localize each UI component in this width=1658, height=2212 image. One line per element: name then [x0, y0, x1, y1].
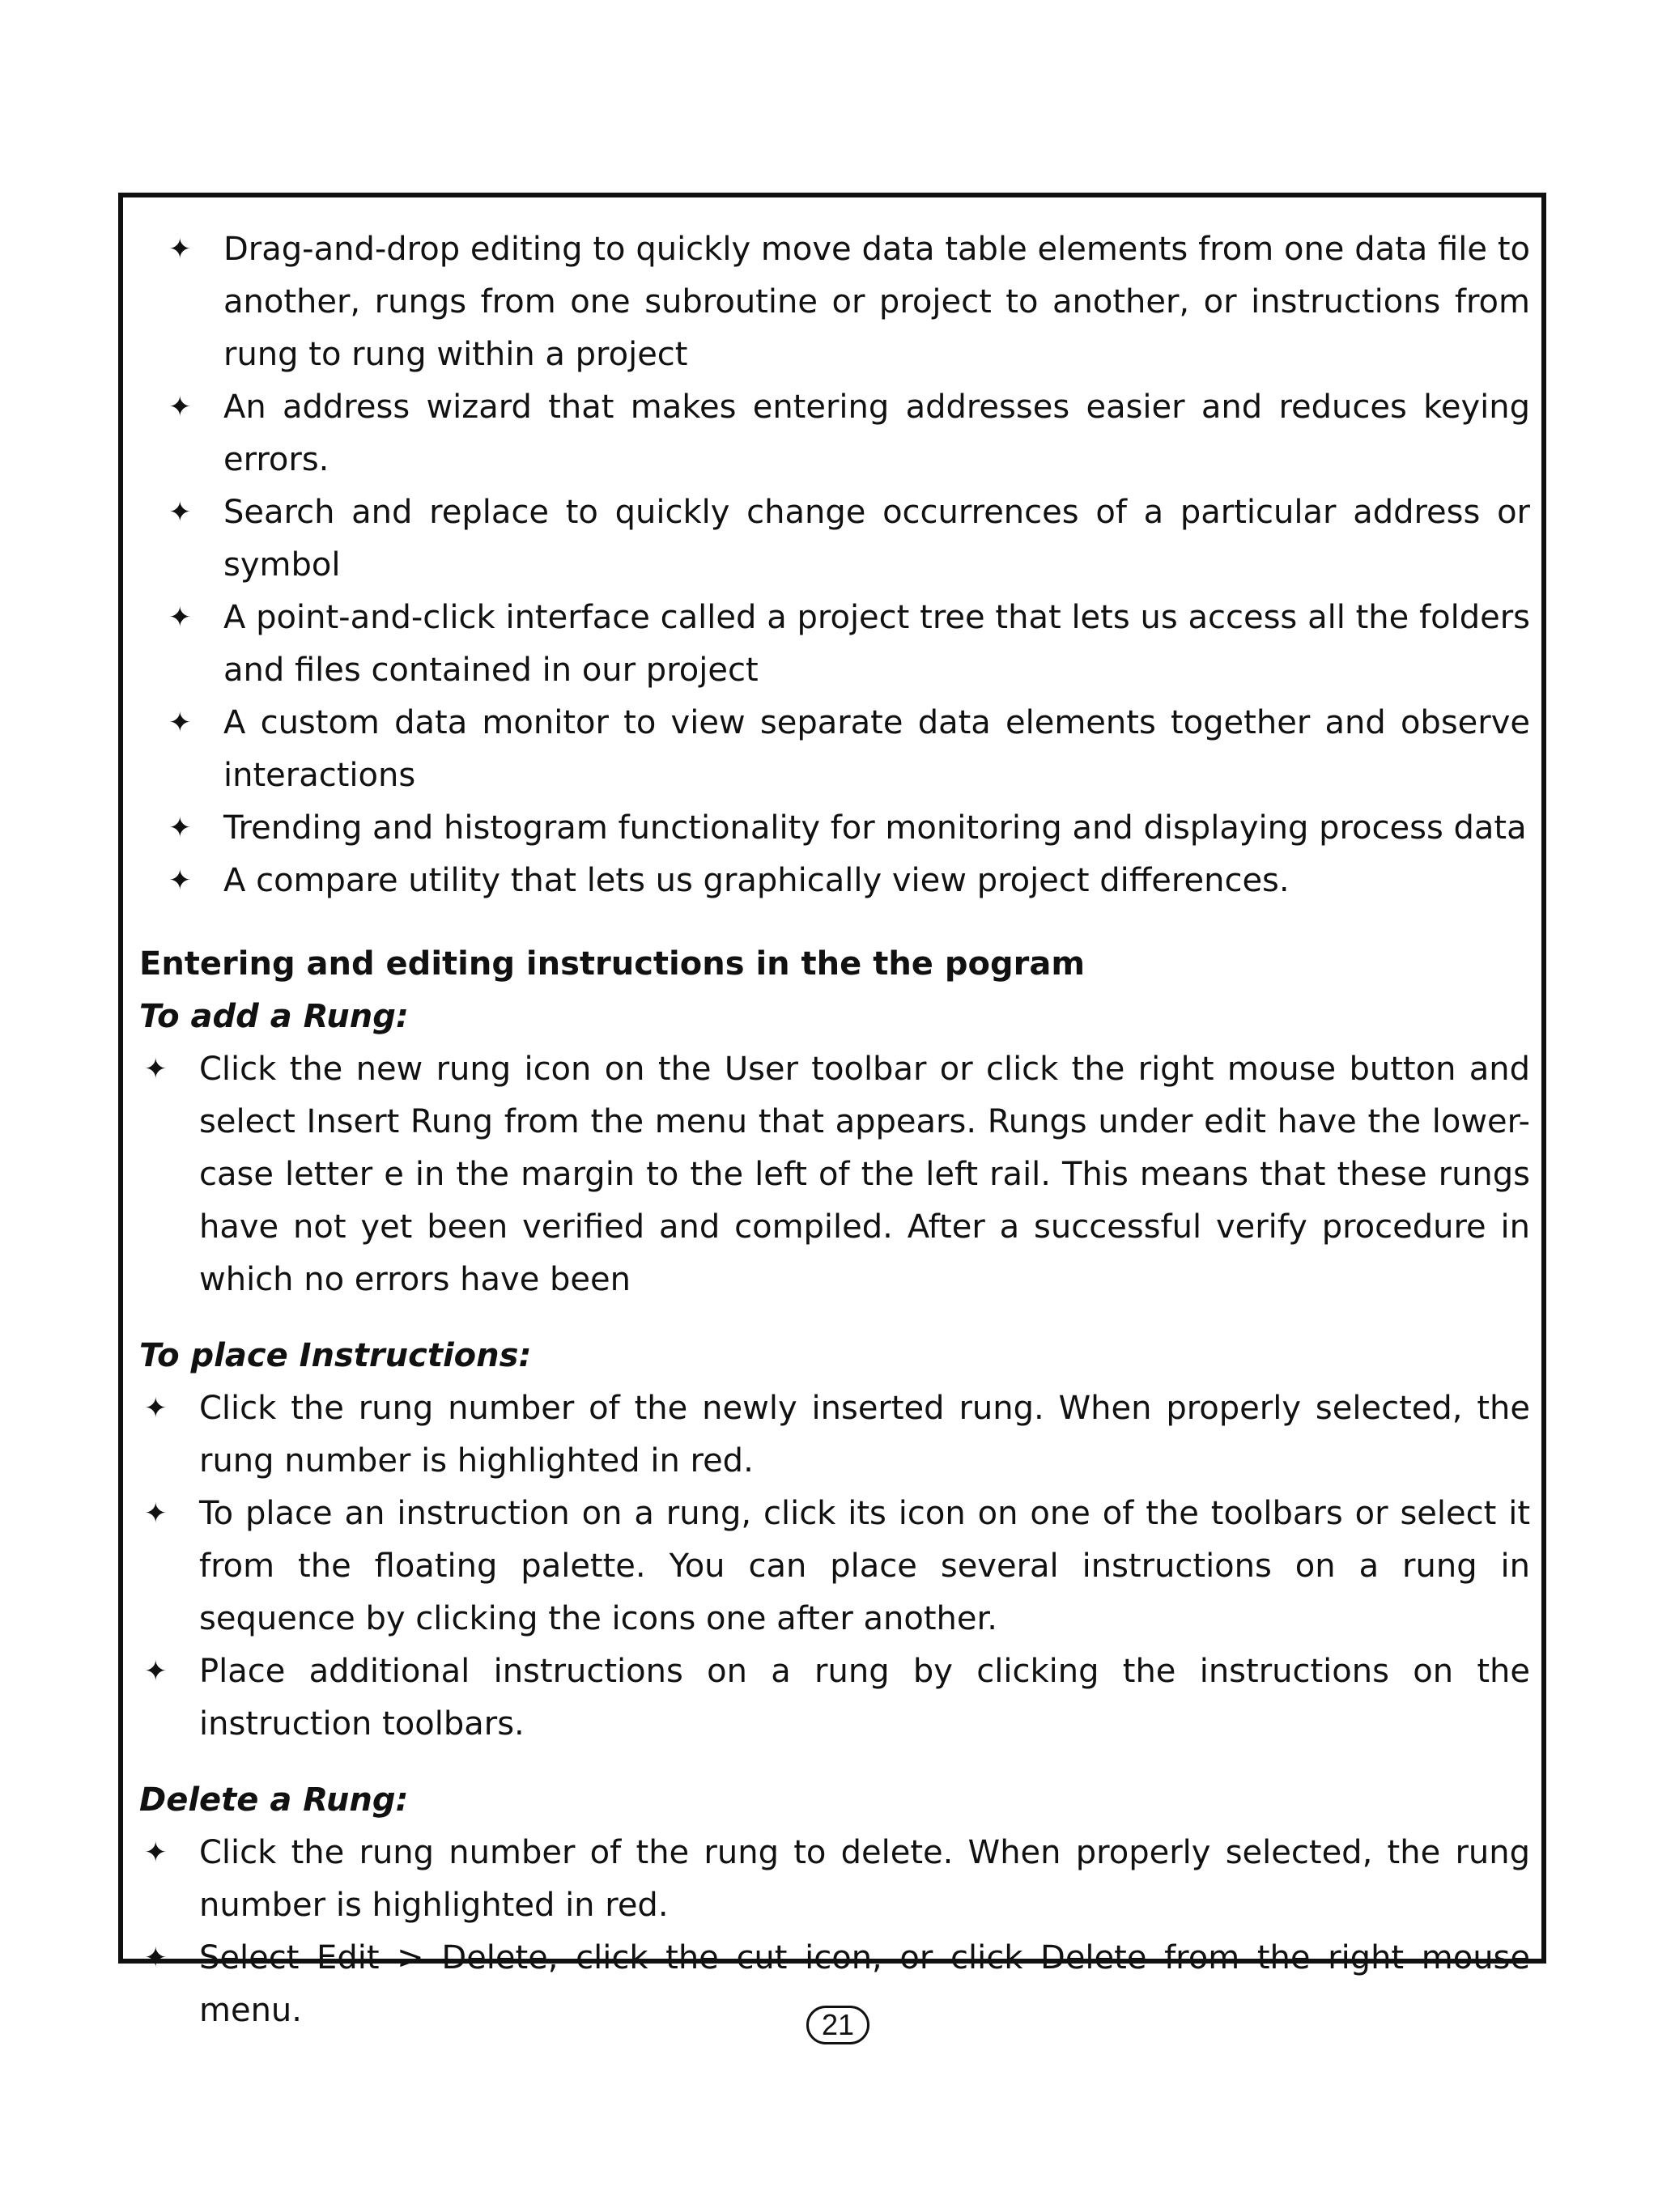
page-content	[139, 223, 1530, 2037]
star-bullet-icon: ✦	[168, 233, 192, 265]
section-heading: Entering and editing instructions in the the pogram	[139, 945, 1086, 983]
list-item: ✦ A compare utility that lets us graphically view project differences.	[139, 855, 1530, 907]
list-item: ✦ A custom data monitor to view separate data elements together and observe interactions	[139, 697, 1530, 802]
add-rung-heading: To add a Rung:	[139, 998, 409, 1035]
list-item: ✦ Click the rung number of the newly inserted rung. When properly selected, the rung number is highlighted in red.	[139, 1382, 1530, 1488]
list-item: ✦ To place an instruction on a rung, click its icon on one of the toolbars or select it from the floating palette. You can place several instructions on a rung in sequence by clicking the icons one after another.	[139, 1488, 1530, 1645]
star-bullet-icon: ✦	[168, 707, 192, 739]
list-item: ✦ Trending and histogram functionality for monitoring and displaying process data	[139, 802, 1530, 855]
star-bullet-icon: ✦	[144, 1942, 168, 1974]
place-instructions-list	[139, 1382, 1530, 1751]
star-bullet-icon: ✦	[144, 1392, 168, 1424]
star-bullet-icon: ✦	[168, 601, 192, 634]
list-item: ✦ Drag-and-drop editing to quickly move data table elements from one data file to another, rungs from one subroutine or project to another, or instructions from rung to rung within a project	[139, 223, 1530, 381]
star-bullet-icon: ✦	[144, 1053, 168, 1085]
star-bullet-icon: ✦	[168, 812, 192, 844]
list-item: ✦ Search and replace to quickly change occurrences of a particular address or symbol	[139, 486, 1530, 592]
list-item: ✦ Place additional instructions on a rung by clicking the instructions on the instruction toolbars.	[139, 1645, 1530, 1751]
star-bullet-icon: ✦	[144, 1655, 168, 1688]
feature-list	[139, 223, 1530, 907]
list-item: ✦ An address wizard that makes entering addresses easier and reduces keying errors.	[139, 381, 1530, 486]
star-bullet-icon: ✦	[168, 391, 192, 423]
star-bullet-icon: ✦	[144, 1497, 168, 1530]
add-rung-list	[139, 1043, 1530, 1306]
page-number-badge: 21	[806, 2006, 869, 2044]
star-bullet-icon: ✦	[144, 1836, 168, 1869]
delete-rung-heading: Delete a Rung:	[139, 1781, 409, 1819]
star-bullet-icon: ✦	[168, 864, 192, 897]
star-bullet-icon: ✦	[168, 496, 192, 529]
place-instructions-heading: To place Instructions:	[139, 1337, 532, 1374]
list-item: ✦ A point-and-click interface called a project tree that lets us access all the folders and files contained in our project	[139, 592, 1530, 697]
list-item: ✦ Select Edit > Delete, click the cut icon, or click Delete from the right mouse menu.	[139, 1932, 1530, 2037]
list-item: ✦ Click the new rung icon on the User toolbar or click the right mouse button and select Insert Rung from the menu that appears. Rungs under edit have the lower-case letter e in the margin to the left of the left rail. This means that these rungs have not yet been verified and compiled. After a successful verify procedure in which no errors have been	[139, 1043, 1530, 1306]
list-item: ✦ Click the rung number of the rung to delete. When properly selected, the rung number is highlighted in red.	[139, 1827, 1530, 1932]
